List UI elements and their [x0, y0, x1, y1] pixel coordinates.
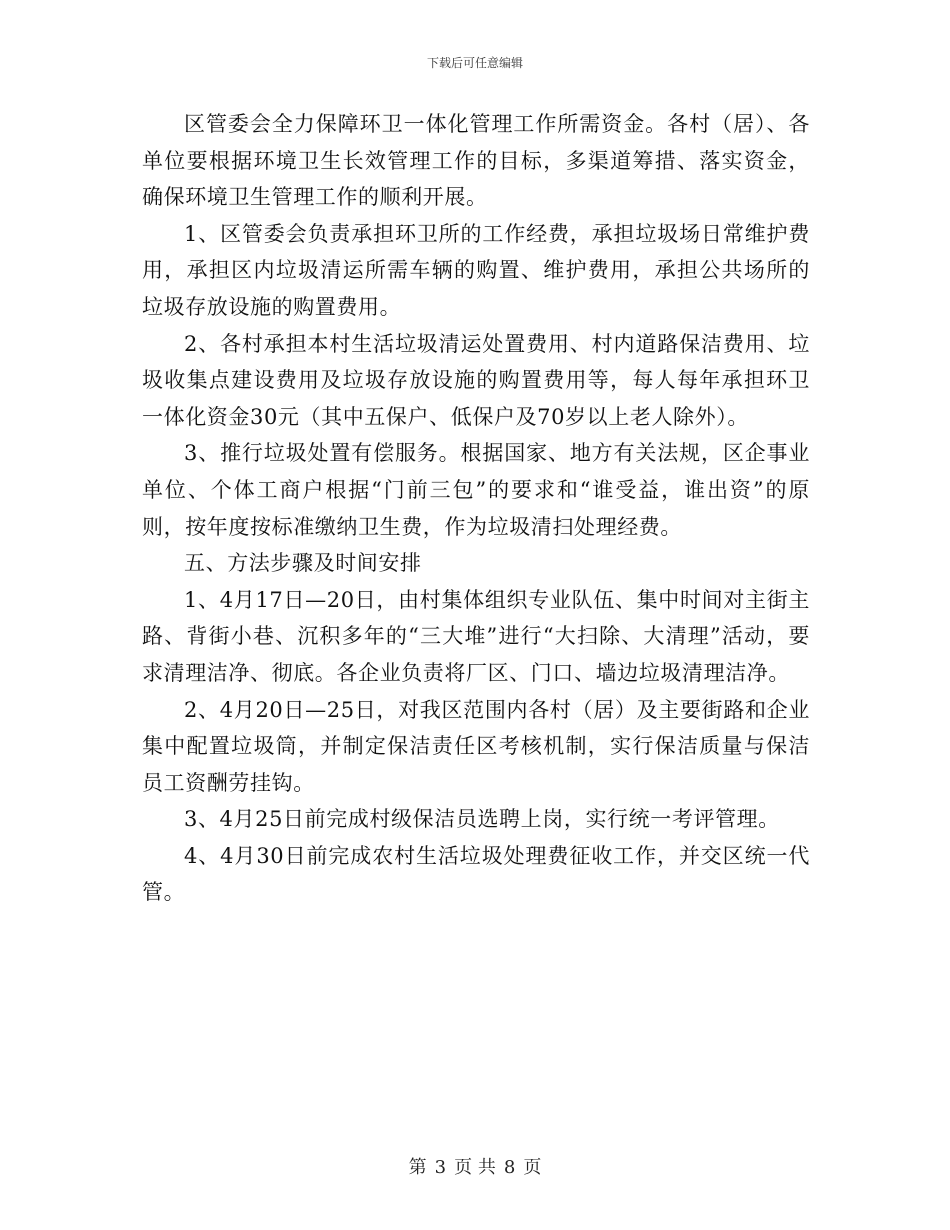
section-heading-5: 五、方法步骤及时间安排 [184, 551, 422, 576]
paragraph-item-1: 1、区管委会负责承担环卫所的工作经费，承担垃圾场日常维护费用，承担区内垃圾清运所需车辆的购置、维护费用，承担公共场所的垃圾存放设施的购置费用。 [142, 221, 810, 319]
paragraph-item-3: 3、推行垃圾处置有偿服务。根据国家、地方有关法规，区企事业单位、个体工商户根据“门前三包”的要求和“谁受益，谁出资”的原则，按年度按标准缴纳卫生费，作为垃圾清扫处理经费。 [142, 441, 810, 539]
paragraph-step-3: 3、4月25日前完成村级保洁员选聘上岗，实行统一考评管理。 [184, 807, 780, 832]
document-body [142, 106, 810, 911]
footer-page-number: 3 [434, 1157, 447, 1178]
paragraph-item-2: 2、各村承担本村生活垃圾清运处置费用、村内道路保洁费用、垃圾收集点建设费用及垃圾存放设施的购置费用等，每人每年承担环卫一体化资金30元（其中五保户、低保户及70岁以上老人除外）。 [142, 331, 810, 429]
paragraph-funding-intro: 区管委会全力保障环卫一体化管理工作所需资金。各村（居）、各单位要根据环境卫生长效管理工作的目标，多渠道筹措、落实资金，确保环境卫生管理工作的顺利开展。 [142, 112, 810, 210]
page-footer [0, 1153, 950, 1179]
header-note: 下载后可任意编辑 [426, 56, 523, 70]
paragraph-step-4: 4、4月30日前完成农村生活垃圾处理费征收工作，并交区统一代管。 [142, 843, 810, 905]
footer-prefix: 第 [408, 1157, 427, 1178]
paragraph-step-1: 1、4月17日—20日，由村集体组织专业队伍、集中时间对主街主路、背街小巷、沉积多年的“三大堆”进行“大扫除、大清理”活动，要求清理洁净、彻底。各企业负责将厂区、门口、墙边垃圾清理洁净。 [142, 587, 810, 685]
footer-total-pages: 8 [503, 1157, 516, 1178]
footer-suffix: 页 [523, 1157, 542, 1178]
paragraph-step-2: 2、4月20日—25日，对我区范围内各村（居）及主要街路和企业集中配置垃圾筒，并制定保洁责任区考核机制，实行保洁质量与保洁员工资酬劳挂钩。 [142, 697, 810, 795]
footer-mid: 页 共 [454, 1157, 496, 1178]
